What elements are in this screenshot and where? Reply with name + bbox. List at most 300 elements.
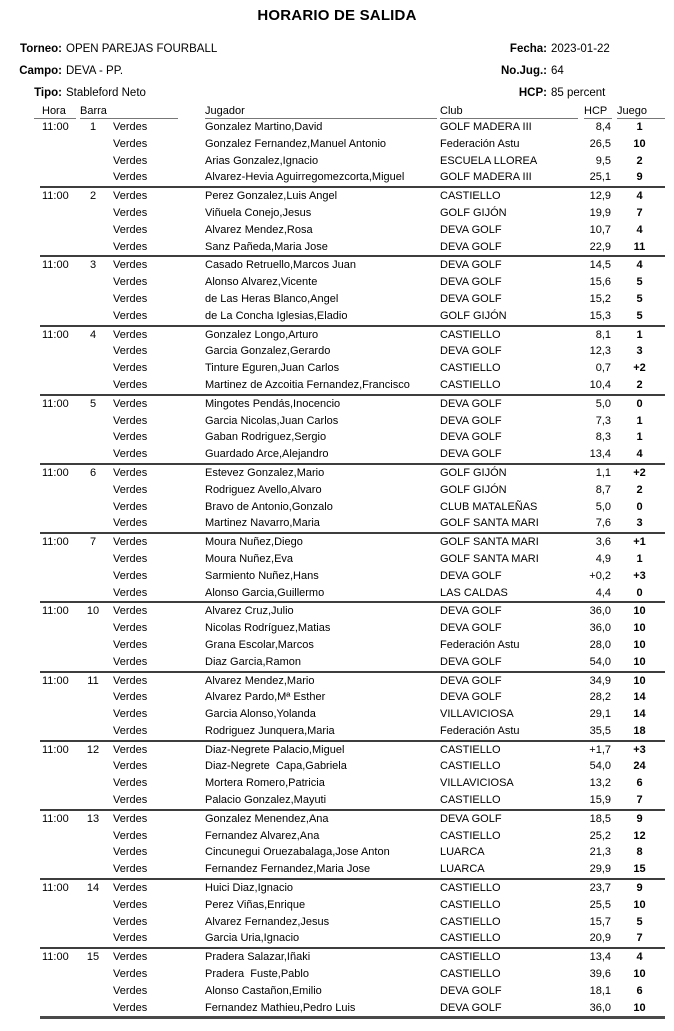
page-title: HORARIO DE SALIDA <box>257 7 417 24</box>
barra-cell <box>80 568 106 585</box>
player-row <box>40 551 665 568</box>
tee-color-cell: Verdes <box>113 154 148 167</box>
barra-cell <box>80 153 106 170</box>
tee-color-cell: Verdes <box>113 171 148 184</box>
hora-cell <box>40 222 80 239</box>
course-value: DEVA - PP. <box>66 65 124 77</box>
hora-cell: 11:00 <box>40 187 80 205</box>
club-cell: DEVA GOLF <box>440 672 584 690</box>
hora-cell <box>40 758 80 775</box>
tournament-row <box>15 38 217 60</box>
hcp-cell: 15,7 <box>589 915 611 928</box>
player-row <box>40 966 665 983</box>
player-row <box>40 343 665 360</box>
player-row <box>40 983 665 1000</box>
hcp-cell: 21,3 <box>589 846 611 859</box>
club-cell: DEVA GOLF <box>440 414 502 427</box>
header-hora: Hora <box>34 105 76 119</box>
hcp-cell: 8,4 <box>595 121 611 133</box>
hcp-cell: 14,5 <box>584 256 614 274</box>
player-name-cell: Perez Viñas,Enrique <box>205 898 306 911</box>
club-cell: DEVA GOLF <box>440 292 502 305</box>
juego-cell: 1 <box>636 431 643 444</box>
club-cell: Federación Astu <box>440 638 520 651</box>
club-cell: CASTIELLO <box>440 794 501 807</box>
hcp-cell: 18,5 <box>584 810 614 828</box>
club-cell: DEVA GOLF <box>440 448 502 461</box>
tee-color-cell: Verdes <box>113 1001 148 1014</box>
hora-cell: 11:00 <box>40 810 80 828</box>
hcp-cell: 25,2 <box>589 829 611 842</box>
barra-cell <box>80 1000 106 1017</box>
player-name-cell: Gaban Rodriguez,Sergio <box>205 431 327 444</box>
juego-cell: 3 <box>636 345 643 358</box>
player-name-cell: Bravo de Antonio,Gonzalo <box>205 500 333 513</box>
club-cell: GOLF GIJÓN <box>440 464 584 482</box>
date-value: 2023-01-22 <box>551 43 610 55</box>
barra-cell <box>80 343 106 360</box>
juego-cell: 5 <box>636 292 643 305</box>
barra-cell <box>80 706 106 723</box>
hcp-cell: 13,2 <box>589 777 611 790</box>
hcp-cell: 15,9 <box>589 794 611 807</box>
player-row <box>40 879 665 897</box>
juego-cell: 2 <box>636 154 643 167</box>
juego-cell: 4 <box>614 256 665 274</box>
tee-color-cell: Verdes <box>106 810 205 828</box>
barra-cell <box>80 585 106 603</box>
juego-cell: 10 <box>633 638 646 651</box>
hcp-percent-row <box>420 82 610 104</box>
tee-color-cell: Verdes <box>113 846 148 859</box>
barra-cell <box>80 169 106 187</box>
hcp-cell: 5,0 <box>584 395 614 413</box>
hora-cell: 11:00 <box>40 602 80 620</box>
barra-cell <box>80 429 106 446</box>
player-row <box>40 429 665 446</box>
hora-cell: 11:00 <box>40 395 80 413</box>
hcp-cell: 10,7 <box>589 223 611 236</box>
barra-cell <box>80 792 106 810</box>
player-row <box>40 205 665 222</box>
header-barra: Barra <box>80 105 178 119</box>
player-row <box>40 620 665 637</box>
club-cell: DEVA GOLF <box>440 622 502 635</box>
barra-cell: 15 <box>80 948 106 966</box>
player-name-cell: Diaz Garcia,Ramon <box>205 655 301 668</box>
hcp-cell: 13,4 <box>589 448 611 461</box>
tee-color-cell: Verdes <box>113 552 148 565</box>
club-cell: GOLF MADERA III <box>440 121 532 133</box>
hcp-cell: +1,7 <box>584 741 614 759</box>
juego-cell: 10 <box>633 898 646 911</box>
tee-color-cell: Verdes <box>106 464 205 482</box>
player-name-cell: Diaz-Negrete Palacio,Miguel <box>205 741 440 759</box>
hcp-cell: 15,3 <box>589 309 611 322</box>
barra-cell <box>80 205 106 222</box>
tee-color-cell: Verdes <box>113 414 148 427</box>
player-name-cell: Fernandez Alvarez,Ana <box>205 829 320 842</box>
table-bottom-rule <box>40 1016 665 1019</box>
hcp-cell: 29,1 <box>589 708 611 721</box>
hcp-percent-value: 85 percent <box>551 87 606 99</box>
tee-color-cell: Verdes <box>113 309 148 322</box>
date-label: Fecha: <box>509 43 547 55</box>
club-cell: CASTIELLO <box>440 378 501 391</box>
player-row <box>40 169 665 187</box>
player-name-cell: Gonzalez Menendez,Ana <box>205 810 440 828</box>
hora-cell <box>40 239 80 257</box>
player-row <box>40 844 665 861</box>
juego-cell: 9 <box>614 810 665 828</box>
barra-cell: 4 <box>80 326 106 344</box>
barra-cell <box>80 413 106 430</box>
course-row <box>15 60 217 82</box>
juego-cell: 11 <box>633 240 646 253</box>
tee-time-table-body <box>40 119 665 1016</box>
player-name-cell: Alvarez Mendez,Rosa <box>205 223 313 236</box>
player-name-cell: Estevez Gonzalez,Mario <box>205 464 440 482</box>
player-name-cell: Huici Diaz,Ignacio <box>205 879 440 897</box>
course-label: Campo: <box>19 65 62 77</box>
juego-cell: 4 <box>636 223 643 236</box>
player-name-cell: Fernandez Fernandez,Maria Jose <box>205 863 371 876</box>
juego-cell: +2 <box>614 464 665 482</box>
hora-cell <box>40 914 80 931</box>
hora-cell <box>40 274 80 291</box>
tee-color-cell: Verdes <box>113 760 148 773</box>
player-name-cell: Alonso Garcia,Guillermo <box>205 586 325 599</box>
club-cell: CASTIELLO <box>440 760 501 773</box>
hora-cell <box>40 723 80 741</box>
player-row <box>40 119 665 136</box>
hora-cell <box>40 792 80 810</box>
barra-cell <box>80 515 106 533</box>
player-name-cell: Alvarez Pardo,Mª Esther <box>205 691 326 704</box>
tee-color-cell: Verdes <box>113 691 148 704</box>
hora-cell <box>40 897 80 914</box>
juego-cell: 4 <box>636 448 643 461</box>
juego-cell: 5 <box>636 276 643 289</box>
barra-cell <box>80 775 106 792</box>
type-value: Stableford Neto <box>66 87 146 99</box>
barra-cell: 7 <box>80 533 106 551</box>
player-name-cell: Alonso Castañon,Emilio <box>205 984 322 997</box>
juego-cell: +1 <box>614 533 665 551</box>
player-row <box>40 239 665 257</box>
player-row <box>40 828 665 845</box>
barra-cell: 5 <box>80 395 106 413</box>
player-name-cell: Garcia Gonzalez,Gerardo <box>205 345 331 358</box>
hora-cell: 11:00 <box>40 672 80 690</box>
barra-cell <box>80 620 106 637</box>
juego-cell: 10 <box>633 1001 646 1014</box>
hcp-cell: 12,3 <box>589 345 611 358</box>
tee-color-cell: Verdes <box>113 292 148 305</box>
hora-cell <box>40 585 80 603</box>
club-cell: ESCUELA LLOREA <box>440 154 538 167</box>
player-row <box>40 395 665 413</box>
juego-cell: 8 <box>636 846 643 859</box>
hora-cell: 11:00 <box>40 326 80 344</box>
barra-cell <box>80 966 106 983</box>
player-row <box>40 499 665 516</box>
hora-cell <box>40 568 80 585</box>
barra-cell <box>80 914 106 931</box>
hcp-cell: 20,9 <box>589 932 611 945</box>
player-row <box>40 568 665 585</box>
barra-cell <box>80 637 106 654</box>
club-cell: GOLF SANTA MARI <box>440 552 539 565</box>
barra-cell <box>80 828 106 845</box>
juego-cell: 4 <box>614 948 665 966</box>
player-row <box>40 274 665 291</box>
tee-color-cell: Verdes <box>113 431 148 444</box>
barra-cell: 1 <box>89 121 97 133</box>
hora-cell: 11:00 <box>40 948 80 966</box>
juego-cell: 10 <box>633 655 646 668</box>
tee-color-cell: Verdes <box>113 863 148 876</box>
player-row <box>40 723 665 741</box>
hcp-cell: 4,4 <box>595 586 611 599</box>
juego-cell: 4 <box>614 187 665 205</box>
juego-cell: 1 <box>636 552 643 565</box>
juego-cell: 15 <box>633 863 646 876</box>
hcp-cell: 28,2 <box>589 691 611 704</box>
player-name-cell: Nicolas Rodríguez,Matias <box>205 622 331 635</box>
club-cell: Federación Astu <box>440 724 520 737</box>
table-header-row <box>40 103 665 119</box>
hcp-cell: 13,4 <box>584 948 614 966</box>
barra-cell <box>80 308 106 326</box>
hora-cell: 11:00 <box>40 879 80 897</box>
hora-cell <box>40 706 80 723</box>
tee-color-cell: Verdes <box>113 638 148 651</box>
juego-cell: +3 <box>614 741 665 759</box>
juego-cell: 10 <box>633 622 646 635</box>
club-cell: DEVA GOLF <box>440 810 584 828</box>
tee-color-cell: Verdes <box>106 395 205 413</box>
barra-cell <box>80 274 106 291</box>
club-cell: DEVA GOLF <box>440 345 502 358</box>
tee-color-cell: Verdes <box>113 708 148 721</box>
hora-cell <box>40 620 80 637</box>
player-name-cell: Arias Gonzalez,Ignacio <box>205 154 319 167</box>
hcp-cell: 4,9 <box>595 552 611 565</box>
hora-cell <box>40 482 80 499</box>
hora-cell <box>40 429 80 446</box>
hcp-cell: 8,1 <box>584 326 614 344</box>
player-name-cell: Fernandez Mathieu,Pedro Luis <box>205 1001 356 1014</box>
player-row <box>40 689 665 706</box>
player-name-cell: Alvarez Mendez,Mario <box>205 672 440 690</box>
player-name-cell: Mortera Romero,Patricia <box>205 777 325 790</box>
header-hcp: HCP <box>584 105 612 119</box>
tee-color-cell: Verdes <box>106 256 205 274</box>
club-cell: GOLF SANTA MARI <box>440 517 539 530</box>
barra-cell: 10 <box>80 602 106 620</box>
barra-cell <box>80 654 106 672</box>
barra-cell: 6 <box>80 464 106 482</box>
player-row <box>40 308 665 326</box>
hora-cell: 11:00 <box>40 741 80 759</box>
hora-cell <box>40 654 80 672</box>
juego-cell: 6 <box>636 984 643 997</box>
tee-time-table <box>40 103 665 1019</box>
tee-color-cell: Verdes <box>113 137 148 150</box>
player-row <box>40 446 665 464</box>
player-name-cell: Gonzalez Longo,Arturo <box>205 326 440 344</box>
tee-color-cell: Verdes <box>113 932 148 945</box>
club-cell: DEVA GOLF <box>440 395 584 413</box>
barra-cell <box>80 136 106 153</box>
player-row <box>40 585 665 603</box>
tournament-info-block <box>15 38 217 104</box>
player-row <box>40 637 665 654</box>
club-cell: GOLF MADERA III <box>440 171 532 184</box>
player-row <box>40 897 665 914</box>
barra-cell <box>80 222 106 239</box>
club-cell: CASTIELLO <box>440 879 584 897</box>
hora-cell <box>40 499 80 516</box>
club-cell: DEVA GOLF <box>440 984 502 997</box>
barra-cell <box>80 291 106 308</box>
player-row <box>40 775 665 792</box>
hcp-cell: 1,1 <box>584 464 614 482</box>
barra-cell <box>80 758 106 775</box>
juego-cell: 10 <box>633 968 646 981</box>
hcp-cell: 19,9 <box>589 206 611 219</box>
player-row <box>40 533 665 551</box>
tee-color-cell: Verdes <box>113 240 148 253</box>
hcp-cell: 35,5 <box>589 724 611 737</box>
juego-cell: 2 <box>636 483 643 496</box>
juego-cell: +2 <box>633 362 646 375</box>
juego-cell: 3 <box>636 517 643 530</box>
barra-cell <box>80 482 106 499</box>
club-cell: DEVA GOLF <box>440 602 584 620</box>
barra-cell: 3 <box>80 256 106 274</box>
hora-cell <box>40 343 80 360</box>
player-name-cell: Martinez de Azcoitia Fernandez,Francisco <box>205 378 410 391</box>
hora-cell <box>40 136 80 153</box>
hora-cell: 11:00 <box>40 256 80 274</box>
player-name-cell: Gonzalez Martino,David <box>205 121 323 133</box>
player-row <box>40 360 665 377</box>
juego-cell: 1 <box>636 121 643 133</box>
hcp-cell: 54,0 <box>589 760 611 773</box>
player-name-cell: Rodriguez Junquera,Maria <box>205 724 335 737</box>
hora-cell <box>40 861 80 879</box>
hcp-cell: 23,7 <box>584 879 614 897</box>
tee-color-cell: Verdes <box>113 448 148 461</box>
hcp-cell: 28,0 <box>589 638 611 651</box>
juego-cell: 14 <box>633 708 646 721</box>
hcp-cell: 36,0 <box>584 602 614 620</box>
barra-cell <box>80 377 106 395</box>
juego-cell: 7 <box>636 932 643 945</box>
barra-cell <box>80 446 106 464</box>
juego-cell: 1 <box>614 326 665 344</box>
hora-cell <box>40 360 80 377</box>
barra-cell <box>80 844 106 861</box>
player-row <box>40 326 665 344</box>
player-row <box>40 948 665 966</box>
club-cell: GOLF GIJÓN <box>440 206 507 219</box>
club-cell: CLUB MATALEÑAS <box>440 500 538 513</box>
player-row <box>40 741 665 759</box>
player-row <box>40 914 665 931</box>
player-name-cell: Casado Retruello,Marcos Juan <box>205 256 440 274</box>
player-name-cell: de Las Heras Blanco,Angel <box>205 292 339 305</box>
tee-color-cell: Verdes <box>113 378 148 391</box>
hcp-cell: 8,3 <box>595 431 611 444</box>
hcp-cell: 3,6 <box>584 533 614 551</box>
club-cell: DEVA GOLF <box>440 691 502 704</box>
tee-color-cell: Verdes <box>113 483 148 496</box>
barra-cell <box>80 723 106 741</box>
player-row <box>40 861 665 879</box>
hora-cell <box>40 446 80 464</box>
hora-cell <box>40 930 80 948</box>
tee-color-cell: Verdes <box>106 187 205 205</box>
club-cell: CASTIELLO <box>440 968 501 981</box>
type-row <box>15 82 217 104</box>
player-name-cell: Viñuela Conejo,Jesus <box>205 206 312 219</box>
tee-color-cell: Verdes <box>106 533 205 551</box>
player-row <box>40 256 665 274</box>
player-row <box>40 464 665 482</box>
player-name-cell: Sanz Pañeda,Maria Jose <box>205 240 328 253</box>
hora-cell: 11:00 <box>40 464 80 482</box>
tee-color-cell: Verdes <box>106 602 205 620</box>
hcp-cell: 8,7 <box>595 483 611 496</box>
hcp-cell: 0,7 <box>595 362 611 375</box>
barra-cell <box>80 551 106 568</box>
tee-color-cell: Verdes <box>113 517 148 530</box>
hora-cell <box>40 308 80 326</box>
club-cell: CASTIELLO <box>440 915 501 928</box>
date-row <box>420 38 610 60</box>
type-label: Tipo: <box>34 87 62 99</box>
player-name-cell: Alvarez-Hevia Aguirregomezcorta,Miguel <box>205 171 405 184</box>
club-cell: DEVA GOLF <box>440 1001 502 1014</box>
tee-color-cell: Verdes <box>113 898 148 911</box>
hcp-cell: 12,9 <box>584 187 614 205</box>
barra-cell: 11 <box>80 672 106 690</box>
hcp-cell: +0,2 <box>589 569 611 582</box>
hcp-cell: 9,5 <box>595 154 611 167</box>
tee-color-cell: Verdes <box>113 777 148 790</box>
barra-cell <box>80 689 106 706</box>
hcp-cell: 7,6 <box>595 517 611 530</box>
player-row <box>40 377 665 395</box>
tee-color-cell: Verdes <box>113 500 148 513</box>
event-details-block <box>420 38 610 104</box>
hcp-cell: 18,1 <box>589 984 611 997</box>
barra-cell <box>80 239 106 257</box>
tee-color-cell: Verdes <box>106 741 205 759</box>
hora-cell <box>40 169 80 187</box>
hora-cell <box>40 1000 80 1017</box>
club-cell: LUARCA <box>440 846 485 859</box>
hcp-percent-label: HCP: <box>518 87 547 99</box>
tee-color-cell: Verdes <box>113 915 148 928</box>
juego-cell: 7 <box>636 206 643 219</box>
juego-cell: 10 <box>614 602 665 620</box>
barra-cell <box>80 861 106 879</box>
player-name-cell: Palacio Gonzalez,Mayuti <box>205 794 327 807</box>
